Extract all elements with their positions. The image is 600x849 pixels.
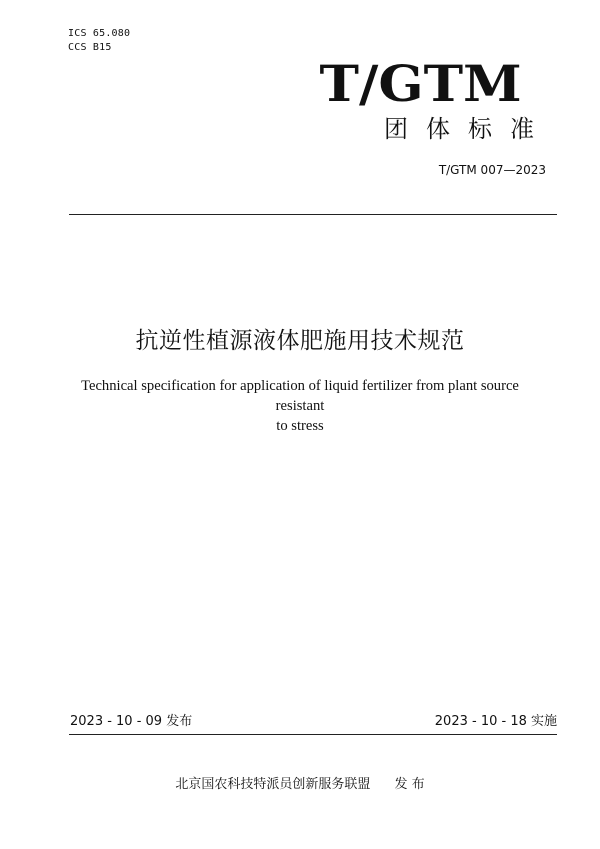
standard-type-label: 团体标准 — [384, 115, 552, 143]
ccs-code: CCS B15 — [68, 42, 112, 53]
publisher-name: 北京国农科技特派员创新服务联盟 — [175, 777, 371, 792]
document-title-chinese: 抗逆性植源液体肥施用技术规范 — [135, 328, 465, 354]
english-title-line-2: to stress — [276, 418, 324, 434]
standard-number: T/GTM 007—2023 — [438, 163, 546, 177]
english-title-line-1: Technical specification for application of liquid fertilizer from plant source resistant — [81, 378, 519, 414]
issue-date: 2023 - 10 - 09 发布 — [70, 714, 193, 729]
publisher-line — [0, 777, 600, 793]
top-divider — [69, 214, 557, 215]
ics-code: ICS 65.080 — [68, 28, 131, 39]
standard-logo: T/GTM — [319, 54, 522, 113]
publish-action: 发 布 — [394, 777, 425, 792]
bottom-divider — [69, 734, 557, 735]
document-title-english — [60, 376, 540, 436]
implementation-date: 2023 - 10 - 18 实施 — [434, 714, 557, 729]
